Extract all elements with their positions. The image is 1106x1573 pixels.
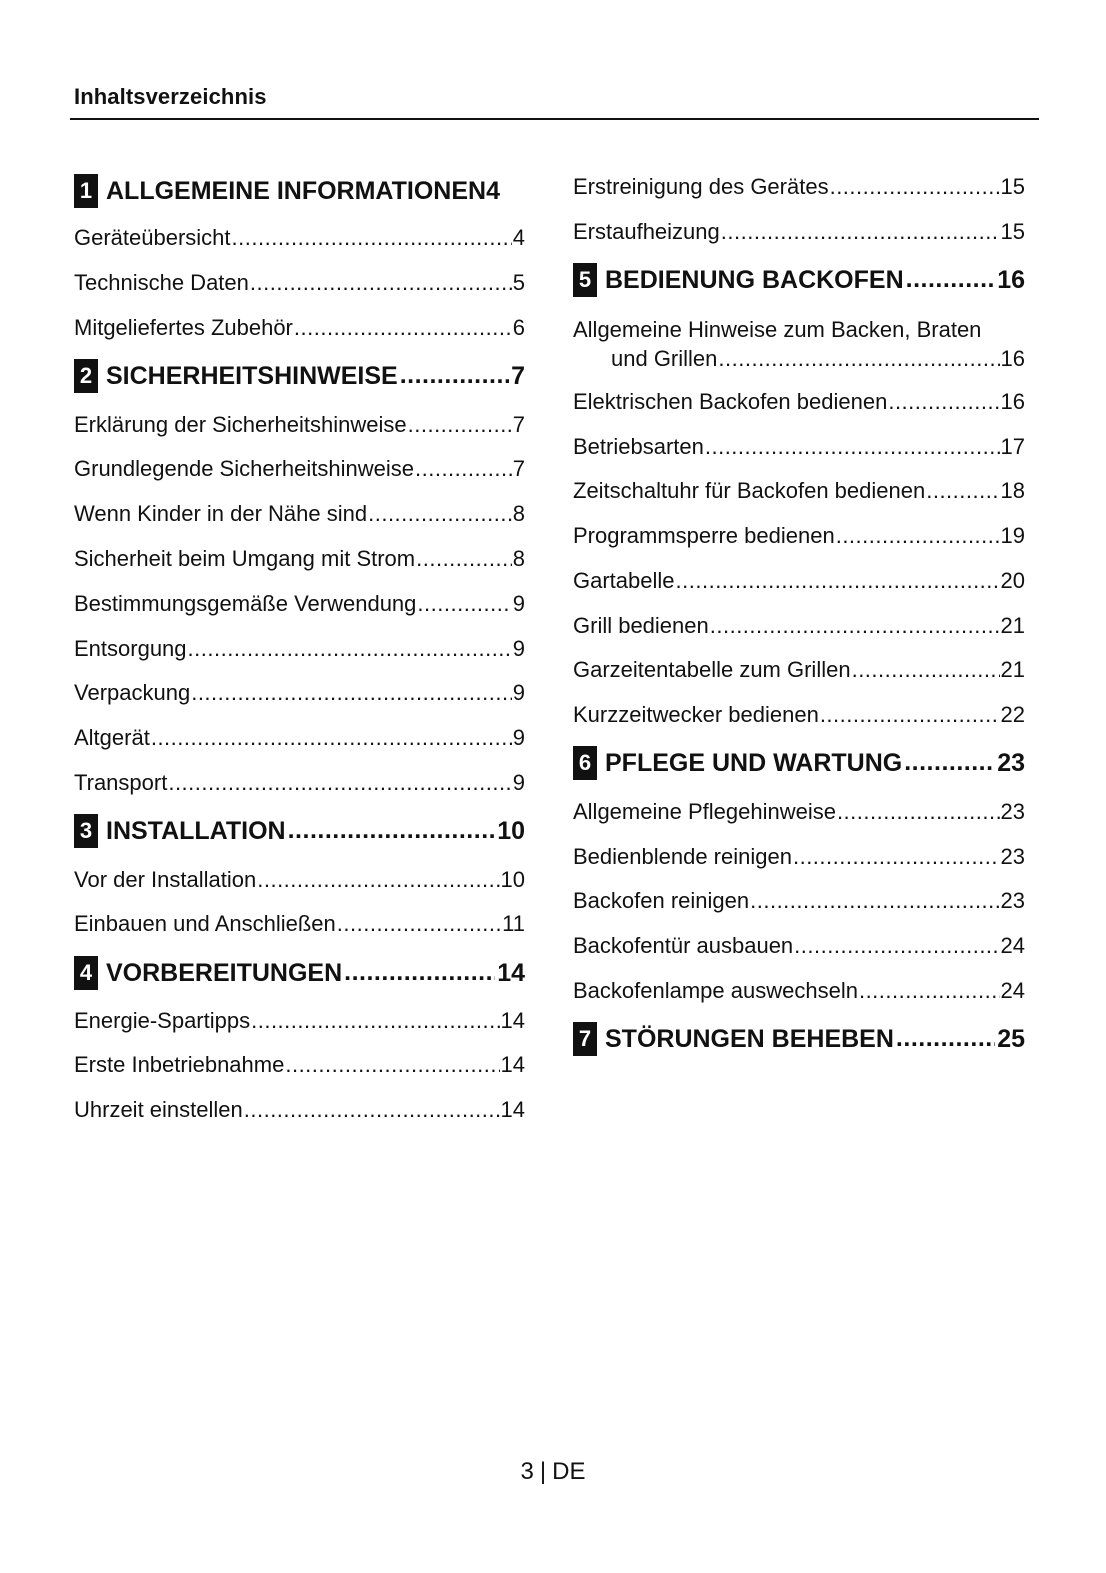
dot-leader [288, 818, 496, 849]
entry-title: Altgerät [74, 725, 150, 750]
entry-title-continued: und Grillen [611, 346, 718, 371]
toc-entry[interactable] [74, 224, 525, 252]
section-title: STÖRUNGEN BEHEBEN [605, 1024, 894, 1053]
dot-leader [168, 769, 511, 797]
dot-leader [859, 977, 1000, 1005]
entry-page-number: 11 [502, 911, 525, 936]
toc-entry[interactable] [74, 635, 525, 663]
section-number-badge: 7 [573, 1022, 597, 1056]
toc-entry[interactable] [573, 477, 1025, 505]
dot-leader [820, 701, 1000, 729]
entry-page-number: 23 [1000, 844, 1025, 869]
dot-leader [794, 932, 999, 960]
toc-entry[interactable] [74, 866, 525, 894]
toc-section-heading[interactable] [74, 358, 525, 394]
entry-title: Geräteübersicht [74, 225, 231, 250]
entry-page-number: 21 [1000, 613, 1025, 638]
language-code: DE [552, 1458, 586, 1485]
dot-leader [852, 656, 1000, 684]
entry-title: Bedienblende reinigen [573, 844, 792, 869]
page-title: Inhaltsverzeichnis [74, 84, 267, 109]
entry-title: Elektrischen Backofen bedienen [573, 389, 888, 414]
toc-entry[interactable] [74, 590, 525, 618]
dot-leader [721, 218, 1000, 246]
page-number: 3 [520, 1458, 534, 1485]
entry-title: Kurzzeitwecker bedienen [573, 702, 819, 727]
toc-section-heading[interactable] [74, 813, 525, 849]
entry-title: Verpackung [74, 680, 191, 705]
entry-page-number: 6 [512, 315, 525, 340]
dot-leader [793, 843, 1000, 871]
entry-title: Erste Inbetriebnahme [74, 1052, 285, 1077]
dot-leader [718, 344, 999, 373]
dot-leader [244, 1096, 500, 1124]
section-title: VORBEREITUNGEN [106, 958, 343, 987]
section-page-number: 14 [497, 958, 525, 987]
toc-entry[interactable] [74, 1007, 525, 1035]
entry-page-number: 9 [512, 591, 525, 616]
entry-page-number: 23 [1000, 799, 1025, 824]
entry-title: Bestimmungsgemäße Verwendung [74, 591, 417, 616]
section-number-badge: 5 [573, 263, 597, 297]
toc-section-heading[interactable] [74, 955, 525, 991]
entry-page-number: 21 [1000, 657, 1025, 682]
section-page-number: 4 [486, 176, 500, 205]
toc-entry[interactable] [573, 798, 1025, 826]
toc-entry[interactable] [74, 679, 525, 707]
toc-entry[interactable] [573, 567, 1025, 595]
entry-page-number: 5 [512, 270, 525, 295]
dot-leader [285, 1051, 499, 1079]
dot-leader [417, 590, 511, 618]
toc-entry[interactable] [573, 701, 1025, 729]
toc-entry[interactable] [573, 522, 1025, 550]
dot-leader [836, 522, 1000, 550]
dot-leader [705, 433, 1000, 461]
dot-leader [416, 545, 512, 573]
dot-leader [337, 910, 501, 938]
entry-title: Gartabelle [573, 568, 675, 593]
toc-entry[interactable] [573, 218, 1025, 246]
entry-page-number: 9 [512, 680, 525, 705]
entry-title: Erklärung der Sicherheitshinweise [74, 412, 407, 437]
toc-entry[interactable] [573, 843, 1025, 871]
entry-page-number: 23 [1000, 888, 1025, 913]
section-number-badge: 4 [74, 956, 98, 990]
toc-section-heading[interactable] [74, 173, 525, 209]
section-title: BEDIENUNG BACKOFEN [605, 265, 904, 294]
toc-entry[interactable] [74, 1051, 525, 1079]
footer-separator: | [539, 1458, 547, 1485]
dot-leader [257, 866, 499, 894]
toc-section-heading[interactable] [573, 262, 1025, 298]
entry-title: Grill bedienen [573, 613, 709, 638]
toc-section-heading[interactable] [573, 1021, 1025, 1057]
dot-leader [906, 267, 996, 298]
dot-leader [837, 798, 1000, 826]
dot-leader [926, 477, 999, 505]
dot-leader [294, 314, 512, 342]
dot-leader [408, 411, 512, 439]
toc-entry[interactable] [74, 411, 525, 439]
entry-page-number: 24 [1000, 933, 1025, 958]
section-number-badge: 1 [74, 174, 98, 208]
dot-leader [232, 224, 512, 252]
entry-page-number: 16 [1000, 346, 1025, 371]
section-page-number: 25 [997, 1024, 1025, 1053]
dot-leader [710, 612, 1000, 640]
entry-page-number: 17 [1000, 434, 1025, 459]
toc-entry[interactable] [74, 314, 525, 342]
toc-entry[interactable] [74, 1096, 525, 1124]
toc-entry[interactable] [573, 388, 1025, 416]
entry-title: Zeitschaltuhr für Backofen bedienen [573, 478, 926, 503]
entry-title: Allgemeine Hinweise zum Backen, Braten [573, 317, 982, 342]
entry-title: Grundlegende Sicherheitshinweise [74, 456, 414, 481]
entry-page-number: 9 [512, 636, 525, 661]
toc-entry[interactable] [74, 269, 525, 297]
entry-title: Einbauen und Anschließen [74, 911, 336, 936]
section-title: SICHERHEITSHINWEISE [106, 361, 398, 390]
dot-leader [904, 750, 995, 781]
toc-entry[interactable] [74, 910, 525, 938]
toc-section-heading[interactable] [573, 745, 1025, 781]
entry-page-number: 15 [1000, 174, 1025, 199]
entry-title: Backofentür ausbauen [573, 933, 794, 958]
dot-leader [888, 388, 999, 416]
entry-page-number: 19 [1000, 523, 1025, 548]
entry-page-number: 14 [500, 1008, 525, 1033]
entry-page-number: 10 [500, 867, 525, 892]
toc-entry[interactable] [74, 500, 525, 528]
entry-page-number: 24 [1000, 978, 1025, 1003]
dot-leader [400, 363, 509, 394]
entry-title: Erstaufheizung [573, 219, 720, 244]
entry-page-number: 9 [512, 770, 525, 795]
entry-page-number: 7 [512, 412, 525, 437]
dot-leader [250, 269, 512, 297]
section-page-number: 10 [497, 816, 525, 845]
entry-title: Allgemeine Pflegehinweise [573, 799, 836, 824]
entry-title: Wenn Kinder in der Nähe sind [74, 501, 368, 526]
toc-entry[interactable] [573, 977, 1025, 1005]
entry-title: Entsorgung [74, 636, 187, 661]
entry-title: Backofenlampe auswechseln [573, 978, 858, 1003]
dot-leader [344, 960, 495, 991]
toc-entry[interactable] [74, 769, 525, 797]
entry-page-number: 16 [1000, 389, 1025, 414]
entry-page-number: 7 [512, 456, 525, 481]
toc-entry[interactable] [573, 433, 1025, 461]
dot-leader [750, 887, 999, 915]
entry-page-number: 15 [1000, 219, 1025, 244]
entry-title: Mitgeliefertes Zubehör [74, 315, 293, 340]
section-number-badge: 2 [74, 359, 98, 393]
toc-entry[interactable] [573, 612, 1025, 640]
dot-leader [188, 635, 512, 663]
entry-page-number: 14 [500, 1097, 525, 1122]
section-title: PFLEGE UND WARTUNG [605, 748, 903, 777]
toc-entry[interactable] [573, 932, 1025, 960]
toc-entry[interactable] [573, 315, 1025, 373]
section-number-badge: 6 [573, 746, 597, 780]
dot-leader [830, 173, 1000, 201]
dot-leader [151, 724, 512, 752]
entry-title: Uhrzeit einstellen [74, 1097, 243, 1122]
entry-page-number: 9 [512, 725, 525, 750]
toc-entry[interactable] [74, 455, 525, 483]
entry-page-number: 8 [512, 546, 525, 571]
section-title: INSTALLATION [106, 816, 286, 845]
dot-leader [251, 1007, 499, 1035]
entry-title: Garzeitentabelle zum Grillen [573, 657, 851, 682]
header-divider [70, 118, 1039, 120]
dot-leader [415, 455, 512, 483]
entry-title: Vor der Installation [74, 867, 257, 892]
page-footer [0, 1458, 1106, 1486]
dot-leader [368, 500, 512, 528]
toc-entry[interactable] [74, 545, 525, 573]
toc-entry[interactable] [74, 724, 525, 752]
entry-page-number: 18 [1000, 478, 1025, 503]
dot-leader [676, 567, 1000, 595]
entry-page-number: 22 [1000, 702, 1025, 727]
section-page-number: 23 [997, 748, 1025, 777]
section-title: ALLGEMEINE INFORMATIONEN [106, 176, 487, 205]
entry-title: Transport [74, 770, 168, 795]
dot-leader [191, 679, 512, 707]
section-page-number: 16 [997, 265, 1025, 294]
entry-page-number: 8 [512, 501, 525, 526]
entry-page-number: 14 [500, 1052, 525, 1077]
entry-title: Technische Daten [74, 270, 249, 295]
entry-title: Betriebsarten [573, 434, 704, 459]
entry-title: Backofen reinigen [573, 888, 750, 913]
toc-entry[interactable] [573, 887, 1025, 915]
entry-title: Energie-Spartipps [74, 1008, 251, 1033]
entry-page-number: 20 [1000, 568, 1025, 593]
dot-leader [896, 1026, 995, 1057]
entry-page-number: 4 [512, 225, 525, 250]
entry-title: Sicherheit beim Umgang mit Strom [74, 546, 416, 571]
toc-entry[interactable] [573, 656, 1025, 684]
entry-title: Erstreinigung des Gerätes [573, 174, 829, 199]
toc-entry[interactable] [573, 173, 1025, 201]
entry-title: Programmsperre bedienen [573, 523, 835, 548]
section-number-badge: 3 [74, 814, 98, 848]
section-page-number: 7 [511, 361, 525, 390]
